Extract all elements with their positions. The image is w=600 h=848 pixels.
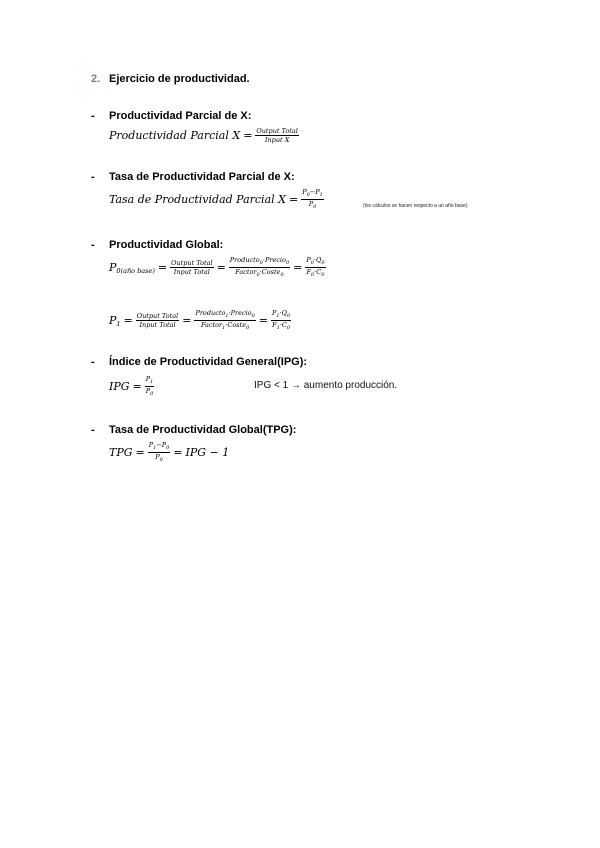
coste-label: Coste: [261, 268, 281, 276]
fraction-numerator: Output Total: [256, 127, 298, 135]
p0-subscript: 0(año base): [116, 266, 155, 275]
output-total: Output Total: [136, 312, 179, 320]
fraction-denominator: Input X: [264, 136, 290, 144]
input-total: Input Total: [139, 321, 176, 329]
fraction: $\frac{P_0-P_1}{P_0}$: [302, 188, 323, 210]
formula-lhs: Productividad Parcial X: [109, 129, 241, 142]
formula-p1: $P_1$ = $\frac{\text{Output Total}}{\text{Input Total}}$ = $\frac{Producto_1\cdot Precio_0}{Factor_1\cdot Coste_0}$ = $\frac{P_1\cdot Q_0}{F_1\cdot C_0}$: [109, 309, 291, 331]
input-total: Input Total: [173, 268, 210, 276]
heading-tpg: Tasa de Productividad Global(TPG):: [109, 424, 297, 436]
heading-ipg: Índice de Productividad General(IPG):: [109, 356, 308, 368]
formula-p0: $P_{0(año base)}$ = $\frac{\text{Output Total}}{\text{Input Total}}$ = $\frac{Producto_0\cdot Precio_0}{Factor_0\cdot Coste_0}$ = $\frac{P_0\cdot Q_0}{F_0\cdot C_0}$: [109, 256, 325, 278]
formula-ipg: IPG = $\frac{P_1}{P_0}$: [109, 375, 154, 397]
formula-tasa-parcial: Tasa de Productividad Parcial X = $\frac{P_0-P_1}{P_0}$: [109, 188, 323, 210]
factor-label: Factor: [235, 268, 257, 276]
formula-productividad-parcial: Productividad Parcial X = $\frac{\text{Output Total}}{\text{Input X}}$: [109, 127, 298, 144]
output-total: Output Total: [171, 259, 213, 267]
bullet-dash: -: [91, 171, 95, 183]
heading-productividad-parcial: Productividad Parcial de X:: [109, 110, 252, 122]
fraction: [255, 127, 298, 144]
section-title: Ejercicio de productividad.: [109, 73, 250, 85]
bullet-dash: -: [91, 424, 95, 436]
heading-tasa-productividad-parcial: Tasa de Productividad Parcial de X:: [109, 171, 295, 183]
bullet-dash: -: [91, 110, 95, 122]
section-number: 2.: [91, 73, 101, 85]
ipg-note: IPG < 1 → aumento producción.: [254, 380, 398, 391]
tpg-rhs: IPG − 1: [185, 446, 230, 459]
bullet-dash: -: [91, 356, 95, 368]
ipg-lhs: IPG: [109, 380, 130, 393]
note-ano-base: (los cálculos se hacen respecto a un año base): [363, 203, 468, 209]
tpg-lhs: TPG: [109, 446, 133, 459]
formula-lhs: Tasa de Productividad Parcial X: [109, 193, 286, 206]
formula-tpg: TPG = $\frac{P_1-P_0}{P_0}$ = IPG − 1: [109, 441, 230, 463]
bullet-dash: -: [91, 239, 95, 251]
producto-label: Producto: [229, 256, 260, 264]
heading-productividad-global: Productividad Global:: [109, 239, 224, 251]
precio-label: Precio: [264, 256, 286, 264]
